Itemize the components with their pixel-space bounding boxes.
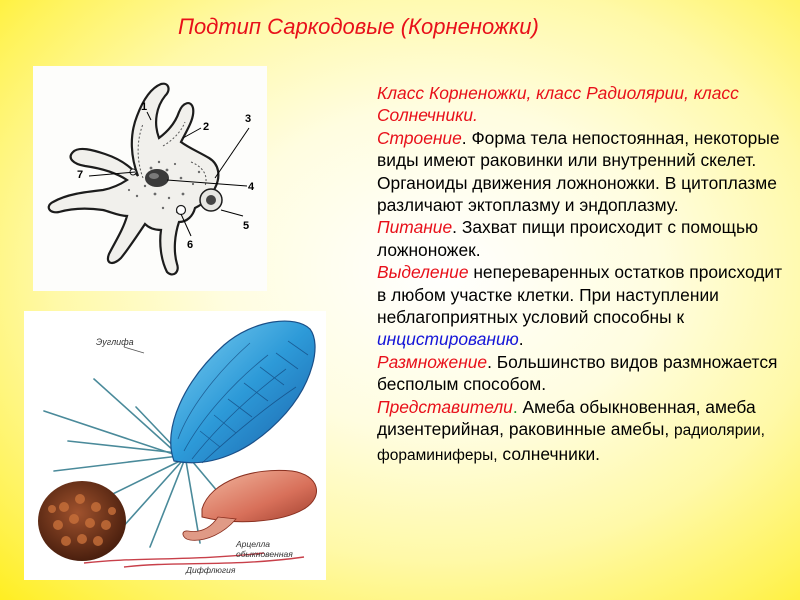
nutrition-heading: Питание xyxy=(377,217,453,238)
amoeba-illustration xyxy=(33,66,267,291)
nutrition-body: . Захват пищи происходит с помощью ложноножек. xyxy=(377,217,759,260)
structure-paragraph xyxy=(377,127,787,217)
representatives-dot: . xyxy=(512,396,518,417)
contractile-vacuole xyxy=(177,206,186,215)
figure-label-4: 4 xyxy=(248,181,255,193)
excretion-body: непереваренных остатков происходит в любом участке клетки. При наступлении неблагоприятных условий способны к xyxy=(377,262,783,328)
arcella-label-2: обыкновенная xyxy=(236,549,293,559)
structure-heading: Строение xyxy=(377,127,462,148)
arcella-label-1: Арцелла xyxy=(236,539,271,549)
encystment-end: . xyxy=(518,329,524,350)
slide-title: Подтип Саркодовые (Корненожки) xyxy=(178,14,539,39)
representatives-heading: Представители xyxy=(377,396,513,417)
figure-label-2: 2 xyxy=(203,121,210,133)
reproduction-body: . Большинство видов размножается бесполым способом. xyxy=(377,351,778,395)
protozoa-picture xyxy=(24,311,326,580)
structure-body: . Форма тела непостоянная, некоторые виды имеют раковинки или внутренний скелет. Органоиды движения ложноножки. В цитоплазме различают эктоплазму и эндоплазму. xyxy=(377,127,780,216)
representatives-paragraph xyxy=(377,396,787,467)
reproduction-paragraph xyxy=(377,351,787,396)
figure-label-3: 3 xyxy=(245,113,252,125)
amoeba-diagram xyxy=(33,66,267,291)
euglypha-leader xyxy=(124,347,144,353)
figure-label-7: 7 xyxy=(77,169,84,181)
representatives-body: Амеба обыкновенная, амеба дизентерийная, раковинные амебы, xyxy=(377,396,756,440)
euglypha-label: Эуглифа xyxy=(96,337,134,347)
figure-label-1: 1 xyxy=(141,101,148,113)
representatives-small: радиолярии, фораминиферы, xyxy=(377,422,765,464)
reproduction-heading: Размножение xyxy=(377,351,488,372)
classes-line: Класс Корненожки, класс Радиолярии, класс Солнечники. xyxy=(377,83,739,126)
nutrition-paragraph xyxy=(377,216,787,261)
figure-label-6: 6 xyxy=(187,239,194,251)
difflugia-shell xyxy=(38,481,126,561)
excretion-heading: Выделение xyxy=(377,262,469,283)
representatives-end: солнечники. xyxy=(497,443,600,464)
euglypha-shell xyxy=(171,321,315,463)
figure-label-5: 5 xyxy=(243,220,250,232)
difflugia-label: Диффлюгия xyxy=(186,565,236,575)
description-text xyxy=(377,82,787,467)
arcella-pseudopod xyxy=(183,517,236,540)
food-particle xyxy=(206,195,216,205)
excretion-paragraph xyxy=(377,261,787,351)
arcella-shell xyxy=(202,470,317,521)
encystment-term: инцистированию xyxy=(377,329,519,350)
protozoa-illustration xyxy=(24,311,326,580)
nucleus-highlight xyxy=(149,173,159,179)
